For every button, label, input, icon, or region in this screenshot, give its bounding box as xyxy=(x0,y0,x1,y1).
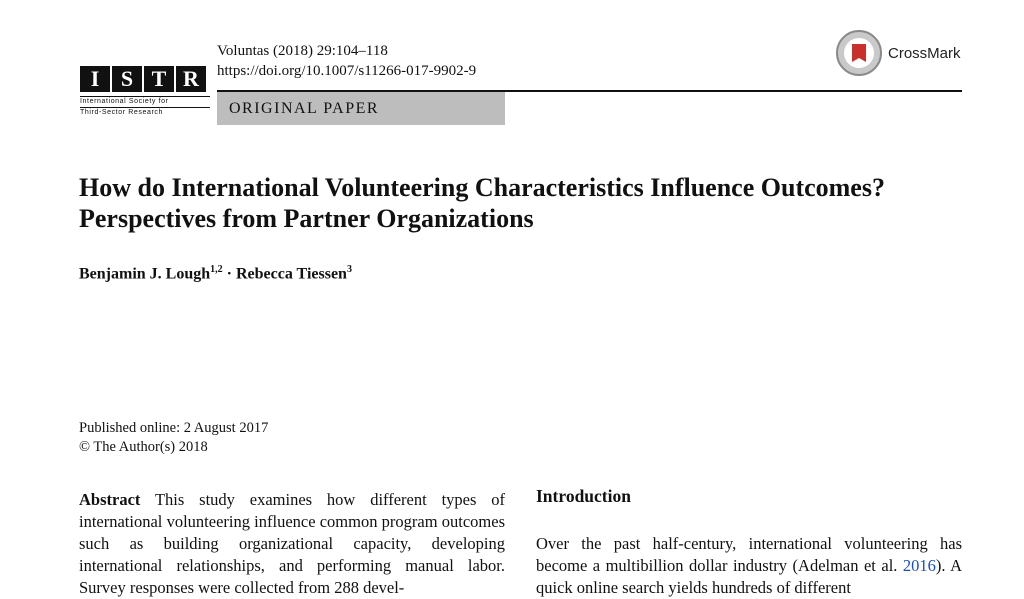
author-affiliation: 1,2 xyxy=(210,264,223,275)
crossmark-badge[interactable] xyxy=(836,30,961,76)
intro-text-part: Over the past half-century, international volunteering has become a multibillion dollar industry (Adelman et al. xyxy=(536,534,962,575)
journal-citation: Voluntas (2018) 29:104–118 xyxy=(217,43,388,59)
article-title: How do International Volunteering Characteristics Influence Outcomes? Perspectives from Partner Organizations xyxy=(79,173,885,233)
author-name[interactable]: Benjamin J. Lough xyxy=(79,265,211,283)
abstract-text: This study examines how different types of international volunteering influence common program outcomes such as building organizational capacity, developing international relationships, and performing manual labor. Survey responses were collected from 288 devel- xyxy=(79,490,505,597)
doi-link[interactable]: https://doi.org/10.1007/s11266-017-9902-9 xyxy=(217,63,477,79)
introduction-heading: Introduction xyxy=(536,486,631,506)
logo-letter-i: I xyxy=(80,66,110,92)
section-label: ORIGINAL PAPER xyxy=(217,92,505,125)
abstract xyxy=(79,489,505,599)
publication-info xyxy=(79,419,268,457)
copyright: © The Author(s) 2018 xyxy=(79,439,208,455)
logo-letter-t: T xyxy=(144,66,174,92)
istr-logo-subtitle xyxy=(80,96,210,118)
introduction-text xyxy=(536,533,962,599)
author-separator: · xyxy=(222,265,236,283)
crossmark-label: CrossMark xyxy=(888,44,961,62)
journal-info xyxy=(217,41,476,81)
logo-letter-s: S xyxy=(112,66,142,92)
intro-text-part: ). A quick online search yields hundreds of different xyxy=(536,556,962,597)
author-name[interactable]: Rebecca Tiessen xyxy=(235,265,347,283)
author-list xyxy=(79,264,352,283)
logo-letter-r: R xyxy=(176,66,206,92)
istr-logo xyxy=(80,66,210,118)
citation-link[interactable]: 2016 xyxy=(902,556,936,575)
logo-sub-line2: Third-Sector Research xyxy=(80,107,210,118)
crossmark-icon xyxy=(836,30,882,76)
published-date: Published online: 2 August 2017 xyxy=(79,420,269,436)
abstract-label: Abstract xyxy=(79,490,141,509)
logo-sub-line1: International Society for xyxy=(80,96,210,107)
author-affiliation: 3 xyxy=(346,264,352,275)
istr-logo-letters xyxy=(80,66,210,92)
